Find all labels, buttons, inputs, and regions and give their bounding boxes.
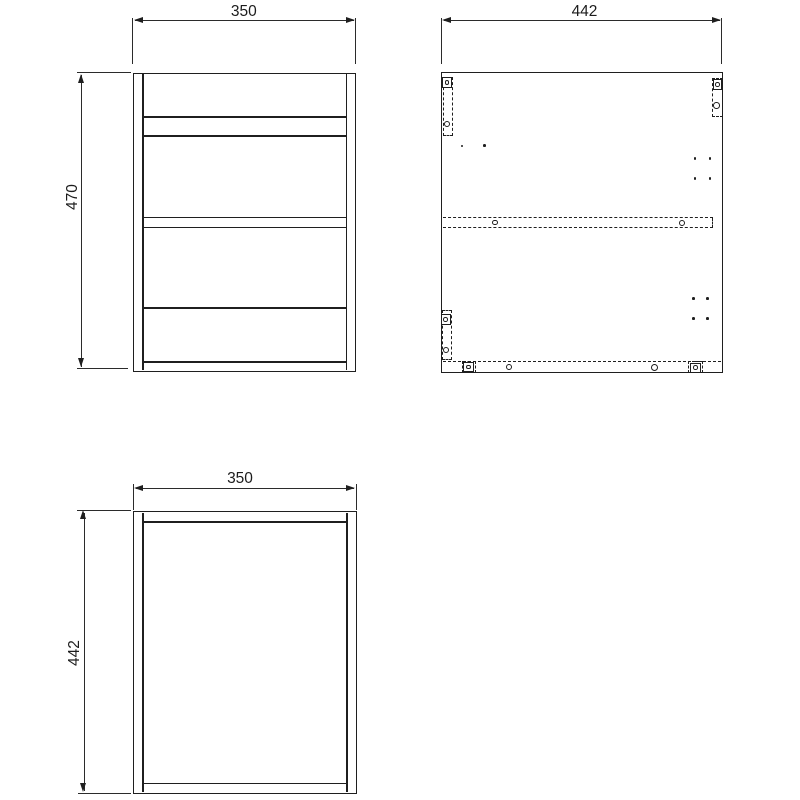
dim-label-front-height: 470 bbox=[64, 184, 81, 211]
dim-label-top-depth: 442 bbox=[66, 639, 83, 666]
dim-label-top-width: 350 bbox=[227, 470, 253, 488]
arrowhead-up-icon bbox=[80, 510, 86, 519]
dimension-line bbox=[84, 513, 85, 791]
arrowhead-down-icon bbox=[80, 783, 86, 792]
dim-label-side-width: 442 bbox=[571, 2, 598, 20]
extension-line bbox=[78, 793, 131, 794]
dim-label-front-width: 350 bbox=[230, 3, 257, 20]
